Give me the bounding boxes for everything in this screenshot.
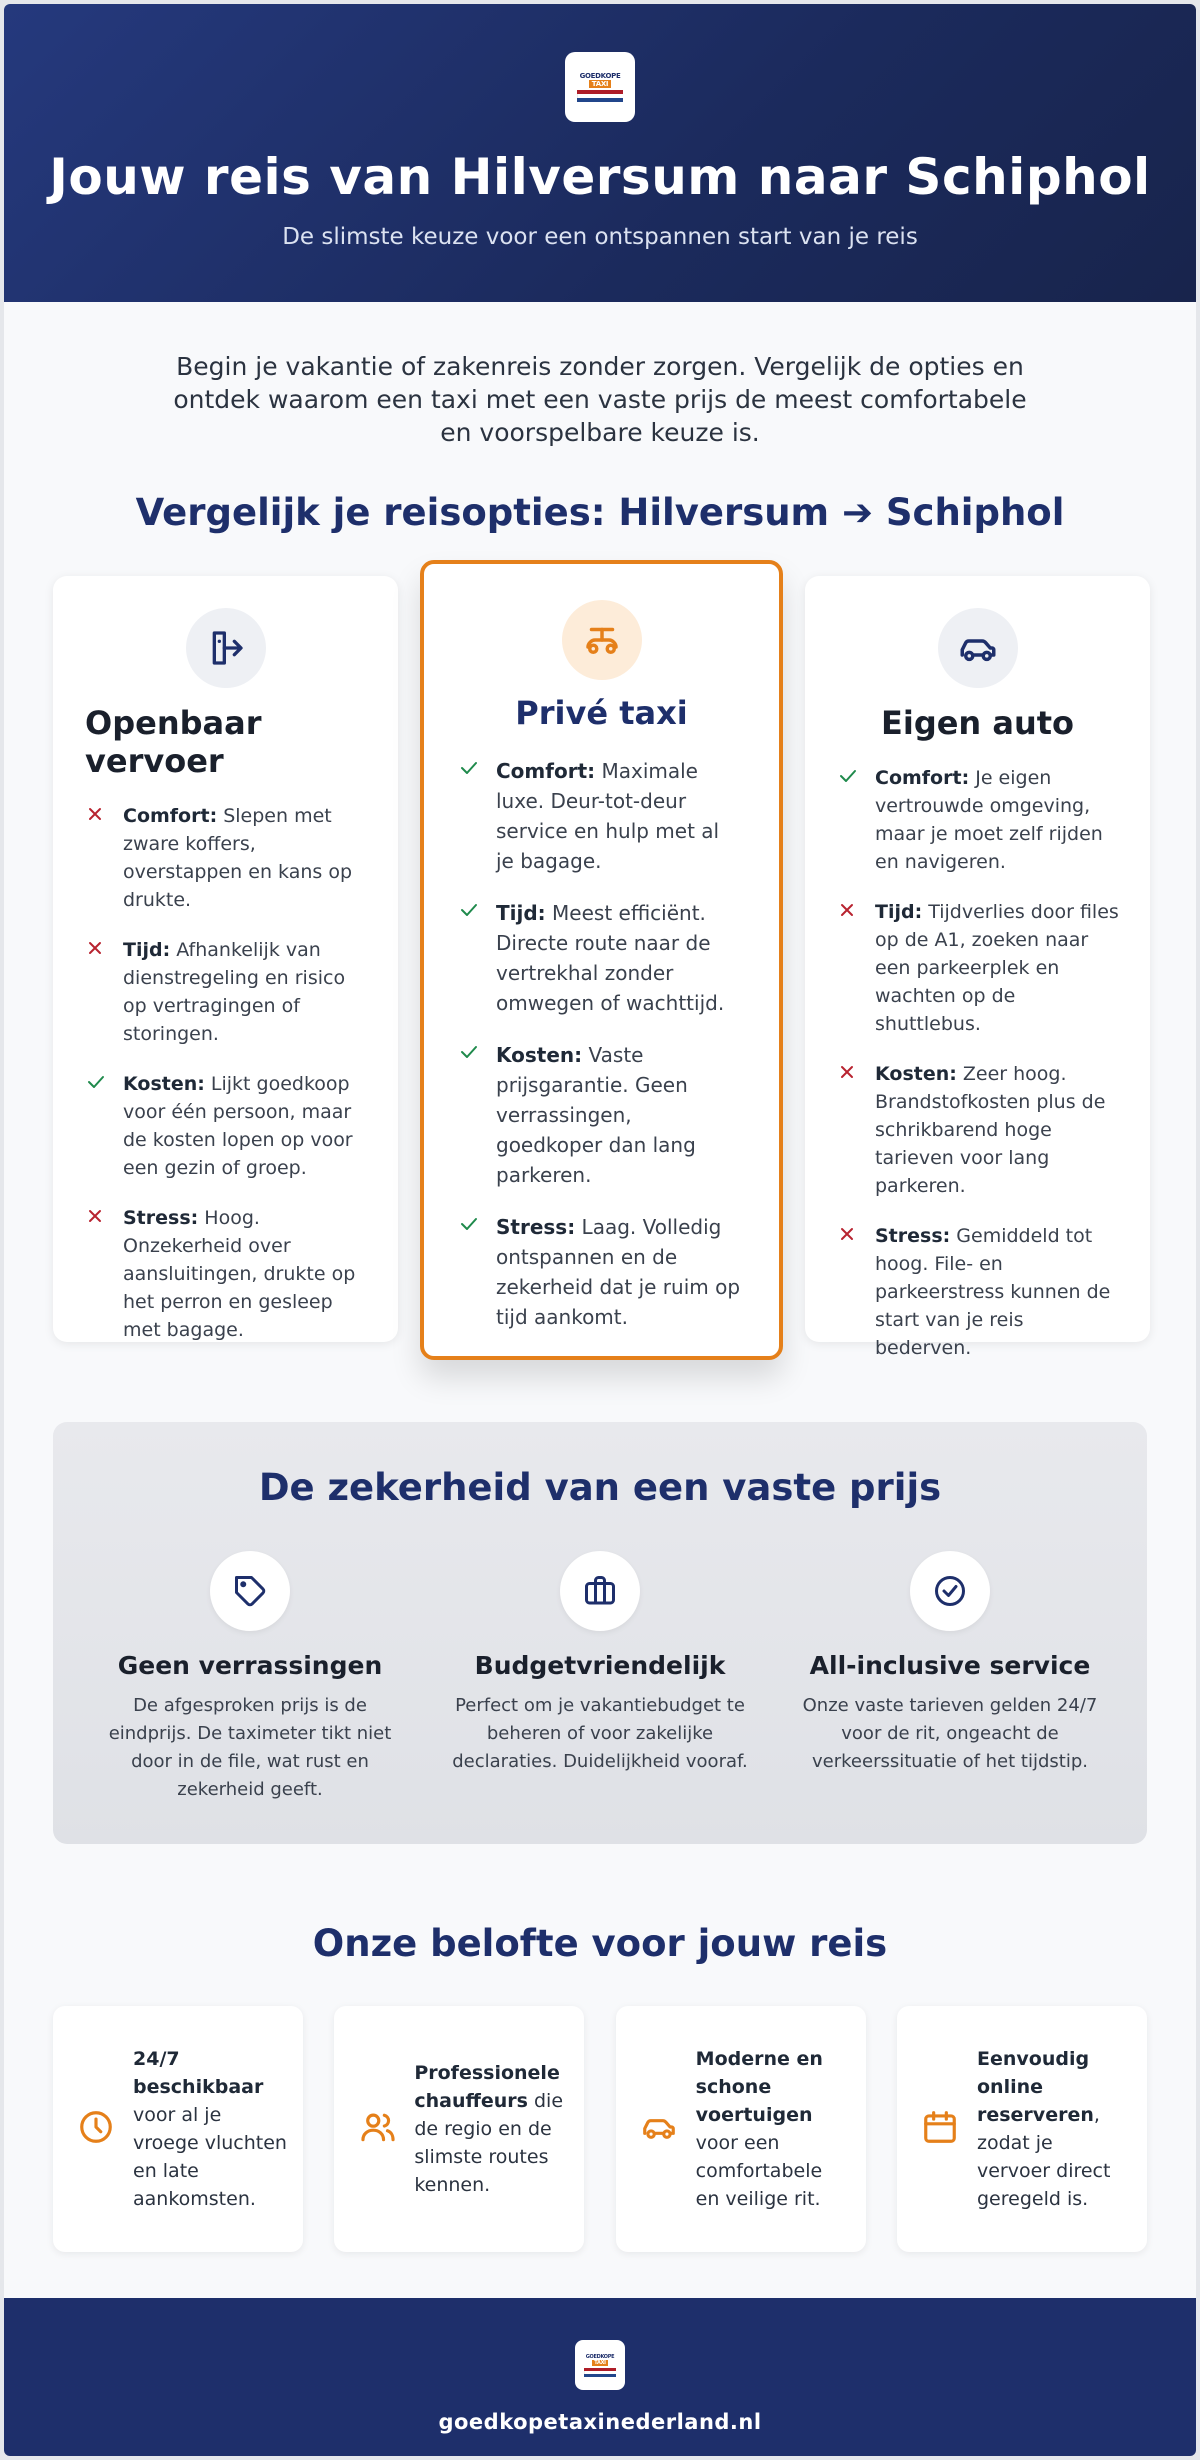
- list-item: [839, 1222, 1120, 1362]
- clock-icon: [77, 2108, 117, 2150]
- check-icon: [460, 1040, 496, 1190]
- check-icon: [460, 898, 496, 1018]
- list-item: [839, 898, 1120, 1038]
- fixed-price-section: [53, 1422, 1147, 1844]
- item-text: Meest efficiënt. Directe route naar de vertrekhal zonder omwegen of wachttijd.: [496, 901, 725, 1015]
- item-text: Zeer hoog. Brandstofkosten plus de schrikbarend hoge tarieven voor lang parkeren.: [875, 1063, 1106, 1197]
- item-text: Hoog. Onzekerheid over aansluitingen, drukte op het perron en gesleep met bagage.: [123, 1207, 356, 1341]
- list-item: [460, 1212, 743, 1332]
- page-title: Jouw reis van Hilversum naar Schiphol: [49, 148, 1151, 206]
- taxi-icon: [562, 600, 642, 680]
- promise-card: [897, 2006, 1147, 2252]
- promise-title: Onze belofte voor jouw reis: [312, 1922, 888, 1965]
- item-text: Vaste prijsgarantie. Geen verrassingen, goedkoper dan lang parkeren.: [496, 1043, 696, 1187]
- card-title: Privé taxi: [515, 694, 688, 732]
- card-items: [805, 764, 1150, 1362]
- footer-logo[interactable]: [575, 2340, 625, 2390]
- cross-icon: [839, 898, 875, 1038]
- promise-card: [53, 2006, 303, 2252]
- hero-header: [4, 4, 1196, 302]
- benefit-text: De afgesproken prijs is de eindprijs. De taximeter tikt niet door in de file, wat rust en zekerheid geeft.: [108, 1695, 392, 1800]
- calendar-icon: [921, 2108, 961, 2150]
- card-title: Eigen auto: [880, 704, 1074, 742]
- promise-rest: voor een comfortabele en veilige rit.: [695, 2132, 823, 2210]
- benefit-text: Onze vaste tarieven gelden 24/7 voor de rit, ongeacht de verkeerssituatie of het tijdstip.: [802, 1695, 1098, 1772]
- footer: [4, 2298, 1196, 2456]
- benefit-title: Budgetvriendelijk: [474, 1651, 726, 1680]
- check-icon: [460, 1212, 496, 1332]
- item-text: Slepen met zware koffers, overstappen en kans op drukte.: [123, 805, 353, 911]
- benefit-item: [795, 1551, 1105, 1804]
- item-label: Comfort:: [875, 767, 970, 789]
- card-title: Openbaar vervoer: [85, 704, 262, 780]
- cross-icon: [839, 1060, 875, 1200]
- check-icon: [87, 1070, 123, 1182]
- logo-flag-icon: [577, 90, 623, 102]
- item-label: Stress:: [123, 1207, 199, 1229]
- item-label: Stress:: [496, 1215, 576, 1239]
- footer-url-link[interactable]: goedkopetaxinederland.nl: [438, 2410, 762, 2434]
- compare-title: Vergelijk je reisopties: Hilversum ➔ Schiphol: [135, 491, 1065, 534]
- transit-exit-icon: [186, 608, 266, 688]
- list-item: [460, 1040, 743, 1190]
- card-own-car: [805, 576, 1150, 1359]
- promise-rest: , zodat je vervoer direct geregeld is.: [976, 2104, 1111, 2210]
- tag-icon: [210, 1551, 290, 1631]
- item-label: Tijd:: [496, 901, 546, 925]
- list-item: [839, 1060, 1120, 1200]
- item-text: Laag. Volledig ontspannen en de zekerheid dat je ruim op tijd aankomt.: [496, 1215, 741, 1329]
- promise-bold: Eenvoudig online reserveren: [976, 2048, 1094, 2126]
- list-item: [87, 1204, 368, 1344]
- card-public-transport: [53, 576, 398, 1342]
- benefit-item: [95, 1551, 405, 1804]
- item-text: Maximale luxe. Deur-tot-deur service en hulp met al je bagage.: [496, 759, 720, 873]
- cross-icon: [87, 936, 123, 1048]
- benefit-title: All-inclusive service: [809, 1651, 1091, 1680]
- car-icon: [640, 2108, 680, 2150]
- promise-bold: Professionele chauffeurs: [414, 2062, 560, 2112]
- logo-flag-icon: [584, 2368, 616, 2377]
- promise-card: [616, 2006, 866, 2252]
- item-text: Tijdverlies door files op de A1, zoeken naar een parkeerplek en wachten op de shuttlebus.: [875, 901, 1119, 1035]
- check-icon: [460, 756, 496, 876]
- briefcase-icon: [560, 1551, 640, 1631]
- list-item: [87, 1070, 368, 1182]
- card-items: [53, 802, 398, 1344]
- check-icon: [839, 764, 875, 876]
- page: [4, 4, 1196, 2456]
- section-title: De zekerheid van een vaste prijs: [258, 1466, 942, 1509]
- benefit-item: [445, 1551, 755, 1804]
- item-label: Comfort:: [123, 805, 218, 827]
- item-text: Lijkt goedkoop voor één persoon, maar de kosten lopen op voor een gezin of groep.: [123, 1073, 353, 1179]
- brand-logo[interactable]: [565, 52, 635, 122]
- logo-text: GOEDKOPE: [585, 2353, 615, 2360]
- cross-icon: [87, 802, 123, 914]
- promise-rest: voor al je vroege vluchten en late aankomsten.: [133, 2104, 287, 2210]
- cross-icon: [87, 1204, 123, 1344]
- users-icon: [358, 2108, 398, 2150]
- cross-icon: [839, 1222, 875, 1362]
- item-label: Comfort:: [496, 759, 596, 783]
- check-circle-icon: [910, 1551, 990, 1631]
- item-label: Tijd:: [123, 939, 171, 961]
- benefit-title: Geen verrassingen: [117, 1651, 383, 1680]
- item-text: Afhankelijk van dienstregeling en risico op vertragingen of storingen.: [123, 939, 346, 1045]
- promise-bold: 24/7 beschikbaar: [133, 2048, 264, 2098]
- logo-subtext: TAXI: [594, 2359, 606, 2366]
- list-item: [839, 764, 1120, 876]
- item-label: Kosten:: [123, 1073, 205, 1095]
- car-icon: [938, 608, 1018, 688]
- list-item: [87, 936, 368, 1048]
- logo-text: GOEDKOPE: [579, 72, 621, 80]
- item-text: Je eigen vertrouwde omgeving, maar je moet zelf rijden en navigeren.: [875, 767, 1103, 873]
- item-label: Kosten:: [496, 1043, 583, 1067]
- comparison-cards: [4, 560, 1196, 1360]
- card-items: [424, 756, 779, 1332]
- card-private-taxi: [420, 560, 783, 1360]
- logo-subtext: TAXI: [589, 80, 611, 88]
- item-label: Kosten:: [875, 1063, 957, 1085]
- promise-bold: Moderne en schone voertuigen: [695, 2048, 823, 2126]
- item-text: Gemiddeld tot hoog. File- en parkeerstress kunnen de start van je reis bederven.: [875, 1225, 1111, 1359]
- promise-rest: die de regio en de slimste routes kennen.: [414, 2090, 564, 2196]
- list-item: [460, 756, 743, 876]
- intro-text: Begin je vakantie of zakenreis zonder zorgen. Vergelijk de opties en ontdek waarom een taxi met een vaste prijs de meest comfortabele en voorspelbare keuze is.: [173, 352, 1027, 447]
- item-label: Tijd:: [875, 901, 923, 923]
- list-item: [460, 898, 743, 1018]
- promise-cards: [53, 2006, 1147, 2252]
- page-subtitle: De slimste keuze voor een ontspannen start van je reis: [282, 224, 918, 250]
- list-item: [87, 802, 368, 914]
- benefit-text: Perfect om je vakantiebudget te beheren of voor zakelijke declaraties. Duidelijkheid vooraf.: [452, 1695, 748, 1772]
- item-label: Stress:: [875, 1225, 951, 1247]
- promise-card: [334, 2006, 584, 2252]
